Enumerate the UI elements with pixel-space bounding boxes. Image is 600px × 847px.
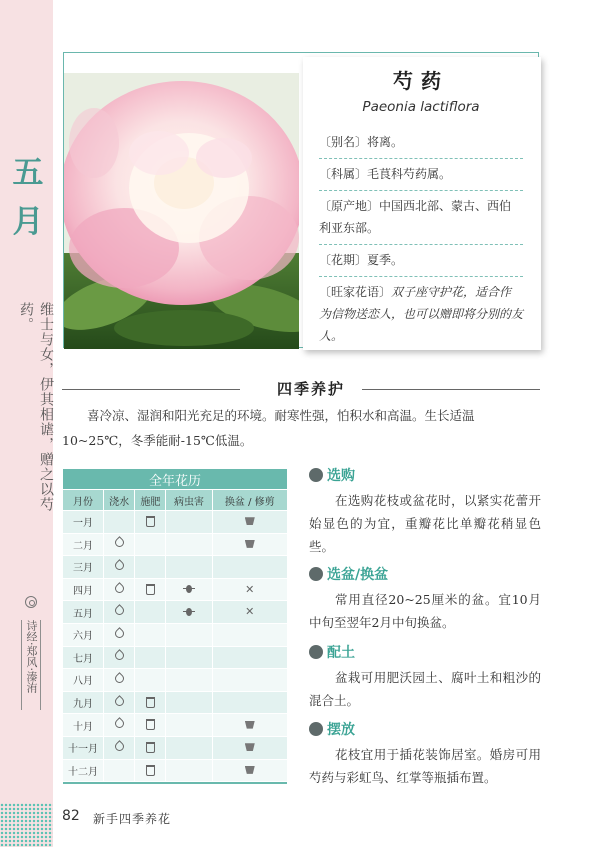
month-label: 七月 [73,653,93,665]
fertilize-cell [135,736,166,759]
month-label: 五月 [73,608,93,620]
scissors-icon: ✕ [245,582,255,596]
fertilize-cell [135,623,166,646]
fertilize-cell [135,759,166,782]
repot-cell [212,511,287,534]
bug-icon [186,585,192,593]
month-label: 一月 [73,518,93,530]
col-header: 浇水 [104,490,135,511]
fertilize-cell [135,601,166,624]
water-drop-icon [113,672,126,685]
month-label: 十月 [73,721,93,733]
fertilize-cell [135,646,166,669]
water-drop-icon [113,695,126,708]
repot-cell [212,714,287,737]
plant-info-card [303,57,541,350]
tip-heading [309,643,541,663]
rose-icon [25,596,37,608]
water-drop-icon [113,559,126,572]
detail-value: 将离。 [367,135,404,149]
money-bag-icon [309,468,323,482]
flower-calendar-table [62,468,288,785]
col-header: 月份 [63,490,104,511]
pot-icon [245,743,255,751]
fertilizer-icon [146,742,155,753]
calendar-row [63,646,288,669]
fertilize-cell [135,533,166,556]
soil-icon [309,645,323,659]
pot-icon [245,721,255,729]
pot-icon [309,567,323,581]
water-drop-icon [113,604,126,617]
tip-title: 选盆/换盆 [327,567,389,583]
detail-label: 〔科属〕 [319,167,368,181]
month-cell [63,736,104,759]
rule-cell [63,782,288,785]
water-cell [104,691,135,714]
fertilize-cell [135,669,166,692]
pest-cell [166,533,212,556]
repot-cell [212,759,287,782]
tip-heading [309,466,541,486]
calendar-row [63,759,288,782]
fertilizer-icon [146,697,155,708]
month-cell [63,646,104,669]
month-cell [63,759,104,782]
detail-origin [319,191,523,245]
pot-icon [245,540,255,548]
month-label: 十二月 [68,766,98,778]
house-icon [309,722,323,736]
calendar-row [63,578,288,601]
detail-label: 〔花期〕 [319,253,368,267]
water-cell [104,759,135,782]
calendar-row [63,714,288,737]
tip-text: 花枝宜用于插花装饰居室。婚房可用芍药与彩虹鸟、红掌等瓶插布置。 [309,747,541,785]
pest-cell [166,623,212,646]
water-drop-icon [113,717,126,730]
tip-pot [309,565,541,634]
tip-soil [309,643,541,712]
month-label: 十一月 [68,744,98,756]
month-cell [63,556,104,579]
plant-latin-name: Paeonia lactiflora [362,99,480,115]
fertilize-cell [135,714,166,737]
water-cell [104,623,135,646]
calendar-row [63,601,288,624]
detail-label: 〔原产地〕 [319,199,380,213]
dot-pattern [0,803,53,847]
water-drop-icon [113,740,126,753]
water-cell [104,578,135,601]
calendar-body [63,511,288,785]
pest-cell [166,601,212,624]
month-label: 六月 [73,631,93,643]
detail-bloom [319,245,523,277]
bug-icon [186,608,192,616]
book-title: 新手四季养花 [93,812,172,826]
water-cell [104,556,135,579]
tip-title: 选购 [327,468,355,484]
water-cell [104,669,135,692]
calendar-caption: 全年花历 [63,469,288,490]
month-char-2: 月 [12,204,44,240]
tip-heading [309,565,541,585]
water-cell [104,714,135,737]
calendar-row [63,533,288,556]
month-cell [63,714,104,737]
pest-cell [166,669,212,692]
detail-alias [319,127,523,159]
fertilize-cell [135,691,166,714]
repot-cell [212,556,287,579]
repot-cell [212,669,287,692]
detail-label: 〔别名〕 [319,135,368,149]
month-label: 八月 [73,676,93,688]
detail-label: 〔旺家花语〕 [319,285,392,299]
repot-cell [212,533,287,556]
detail-value: 夏季。 [367,253,404,267]
pest-cell [166,736,212,759]
calendar-row [63,556,288,579]
poem-quote: 维士与女，伊其相谑，赠之以芍药。 [18,302,54,512]
repot-cell [212,691,287,714]
pot-icon [245,766,255,774]
month-cell [63,578,104,601]
month-label: 四月 [73,586,93,598]
water-cell [104,736,135,759]
detail-flower-language [319,277,523,352]
calendar-row [63,623,288,646]
calendar-row [63,691,288,714]
tip-title: 配土 [327,645,355,661]
pest-cell [166,691,212,714]
peony-photo [64,73,299,349]
pot-icon [245,517,255,525]
plant-name: 芍药 [393,69,449,93]
repot-cell [212,646,287,669]
repot-cell [212,578,287,601]
tip-text: 在选购花枝或盆花时，以紧实花蕾开始显色的为宜，重瓣花比单瓣花稍显色些。 [309,493,541,554]
water-cell [104,511,135,534]
month-cell [63,511,104,534]
fertilizer-icon [146,516,155,527]
care-intro: 喜冷凉、湿润和阳光充足的环境。耐寒性强，怕积水和高温。生长适温10~25℃，冬季能耐-15℃低温。 [62,408,475,448]
col-header: 病虫害 [166,490,212,511]
month-label: 二月 [73,540,93,552]
pest-cell [166,556,212,579]
detail-value: 双子座守护花，适合作为信物送恋人，也可以赠即将分别的友人。 [319,285,524,343]
fertilize-cell [135,556,166,579]
tip-heading [309,720,541,740]
fertilizer-icon [146,584,155,595]
tip-text: 常用直径20~25厘米的盆。宜10月中旬至翌年2月中旬换盆。 [309,592,541,630]
month-cell [63,669,104,692]
calendar-bottom-rule [63,782,288,785]
water-cell [104,533,135,556]
tip-title: 摆放 [327,722,355,738]
detail-value: 毛茛科芍药属。 [367,167,452,181]
pest-cell [166,714,212,737]
month-cell [63,623,104,646]
month-label: 三月 [73,563,93,575]
detail-family [319,159,523,191]
scissors-icon: ✕ [245,605,255,619]
tip-buying [309,466,541,558]
water-drop-icon [113,582,126,595]
month-label: 九月 [73,699,93,711]
repot-cell [212,736,287,759]
calendar-row [63,736,288,759]
fertilizer-icon [146,765,155,776]
col-header: 施肥 [135,490,166,511]
pest-cell [166,511,212,534]
pest-cell [166,646,212,669]
month-cell [63,691,104,714]
water-cell [104,646,135,669]
fertilize-cell [135,578,166,601]
section-heading: 四季养护 [276,380,345,398]
repot-cell [212,623,287,646]
tip-placement [309,720,541,789]
pest-cell [166,759,212,782]
fertilizer-icon [146,719,155,730]
water-drop-icon [113,627,126,640]
month-cell [63,601,104,624]
col-header: 换盆 / 修剪 [212,490,287,511]
poem-source: 诗经·郑风·溱洧 [21,620,41,710]
repot-cell [212,601,287,624]
water-drop-icon [113,537,126,550]
tip-text: 盆栽可用肥沃园土、腐叶土和粗沙的混合土。 [309,670,541,708]
month-cell [63,533,104,556]
water-drop-icon [113,649,126,662]
month-char-1: 五 [12,155,44,191]
pest-cell [166,578,212,601]
detail-value: 中国西北部、蒙古、西伯利亚东部。 [319,199,512,235]
water-cell [104,601,135,624]
calendar-row [63,511,288,534]
page-number: 82 [62,808,80,824]
fertilize-cell [135,511,166,534]
calendar-row [63,669,288,692]
